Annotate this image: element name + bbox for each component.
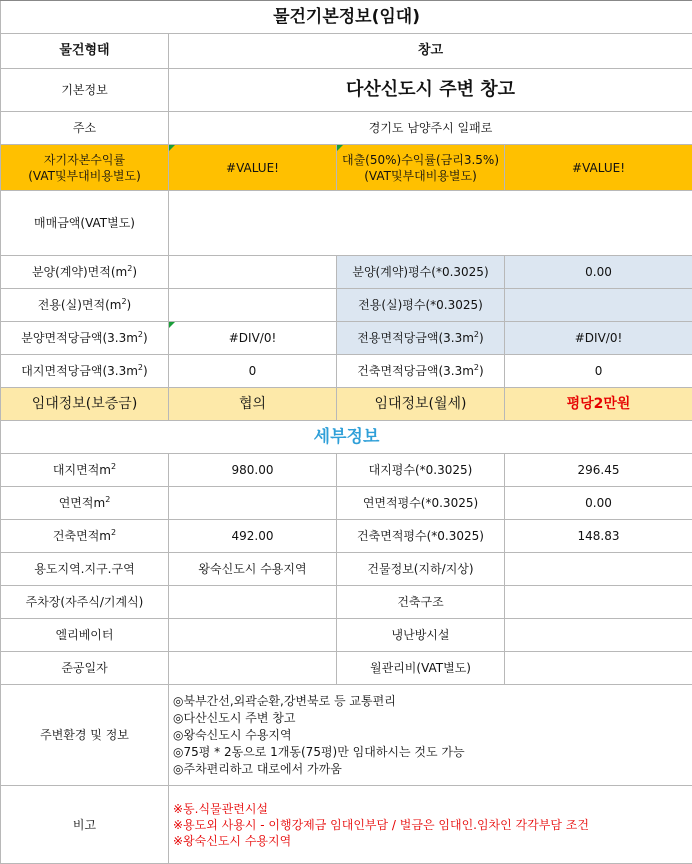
environment-row <box>1 685 692 786</box>
address-label: 주소 <box>1 112 169 145</box>
floor-area-value[interactable] <box>169 487 337 520</box>
elevator-row <box>1 619 692 652</box>
basic-label: 기본정보 <box>1 69 169 112</box>
environment-line: ◎다산신도시 주변 창고 <box>173 710 688 727</box>
exclusive-area-label-text: 전용(실)면적(m <box>38 298 122 312</box>
parking-label: 주차장(자주식/기계식) <box>1 586 169 619</box>
contract-pyeong-value[interactable]: 0.00 <box>505 256 692 289</box>
environment-label: 주변환경 및 정보 <box>1 685 169 786</box>
environment-line: ◎왕숙신도시 수용지역 <box>173 727 688 744</box>
monthly-rent-value[interactable]: 평당2만원 <box>505 388 692 421</box>
zoning-row <box>1 553 692 586</box>
bldg-pyeong-value[interactable]: 148.83 <box>505 520 692 553</box>
completion-label: 준공일자 <box>1 652 169 685</box>
floor-area-row <box>1 487 692 520</box>
remarks-line: ※왕숙신도시 수용지역 <box>173 833 688 849</box>
sale-price-row <box>1 191 692 256</box>
loan-profit-label-line1: 대출(50%)수익률(금리3.5%) <box>341 152 500 168</box>
own-profit-value[interactable]: #VALUE! <box>169 145 337 191</box>
address-row <box>1 112 692 145</box>
exclusive-pyeong-value[interactable] <box>505 289 692 322</box>
land-unit-row <box>1 355 692 388</box>
own-profit-label-line1: 자기자본수익률 <box>5 152 164 168</box>
exclusive-area-label: 전용(실)면적$(m^2)$ <box>1 289 169 322</box>
sale-unit-label-text: 분양면적당금액(3.3m <box>21 331 138 345</box>
sale-price-label: 매매금액(VAT별도) <box>1 191 169 256</box>
floor-pyeong-label: 연면적평수(*0.3025) <box>337 487 505 520</box>
exclusive-pyeong-label: 전용(실)평수(*0.3025) <box>337 289 505 322</box>
bldg-unit-label: 건축면적당금액$(3.3m^2)$ <box>337 355 505 388</box>
lease-row <box>1 388 692 421</box>
contract-area-row <box>1 256 692 289</box>
structure-value[interactable] <box>505 586 692 619</box>
own-profit-label-line2: (VAT및부대비용별도) <box>5 168 164 184</box>
zoning-value[interactable]: 왕숙신도시 수용지역 <box>169 553 337 586</box>
land-pyeong-value[interactable]: 296.45 <box>505 454 692 487</box>
bldg-area-row <box>1 520 692 553</box>
remarks-row <box>1 786 692 864</box>
address-value[interactable]: 경기도 남양주시 일패로 <box>169 112 692 145</box>
loan-profit-value[interactable]: #VALUE! <box>505 145 692 191</box>
basic-row <box>1 69 692 112</box>
basic-value[interactable]: 다산신도시 주변 창고 <box>169 69 692 112</box>
environment-line: ◎75평 * 2동으로 1개동(75평)만 임대하시는 것도 가능 <box>173 744 688 761</box>
own-profit-label <box>1 145 169 191</box>
type-row <box>1 34 692 69</box>
mgmt-fee-label: 월관리비(VAT별도) <box>337 652 505 685</box>
elevator-label: 엘리베이터 <box>1 619 169 652</box>
profit-row <box>1 145 692 191</box>
floor-area-label-text: 연면적m <box>59 496 105 510</box>
land-unit-label: 대지면적당금액$(3.3m^2)$ <box>1 355 169 388</box>
land-area-value[interactable]: 980.00 <box>169 454 337 487</box>
hvac-label: 냉난방시설 <box>337 619 505 652</box>
building-info-value[interactable] <box>505 553 692 586</box>
remarks-line: ※용도외 사용시 - 이행강제금 임대인부담 / 벌금은 임대인.임차인 각각부담 조건 <box>173 817 688 833</box>
environment-line: ◎주차편리하고 대로에서 가까움 <box>173 761 688 778</box>
unit-price-row <box>1 322 692 355</box>
land-pyeong-label: 대지평수(*0.3025) <box>337 454 505 487</box>
bldg-pyeong-label: 건축면적평수(*0.3025) <box>337 520 505 553</box>
deposit-value[interactable]: 협의 <box>169 388 337 421</box>
land-unit-value[interactable]: 0 <box>169 355 337 388</box>
land-area-label: 대지면적$m^2$ <box>1 454 169 487</box>
exclusive-area-value[interactable] <box>169 289 337 322</box>
sale-unit-label: 분양면적당금액$(3.3m^2)$ <box>1 322 169 355</box>
detail-title: 세부정보 <box>1 421 692 454</box>
environment-line: ◎북부간선,외곽순환,강변북로 등 교통편리 <box>173 693 688 710</box>
floor-pyeong-value[interactable]: 0.00 <box>505 487 692 520</box>
detail-title-row <box>1 421 692 454</box>
land-area-row <box>1 454 692 487</box>
environment-value[interactable] <box>169 685 692 786</box>
bldg-area-value[interactable]: 492.00 <box>169 520 337 553</box>
remarks-value[interactable] <box>169 786 692 864</box>
exclusive-area-row <box>1 289 692 322</box>
loan-profit-label <box>337 145 505 191</box>
type-label: 물건형태 <box>1 34 169 69</box>
sale-unit-value[interactable]: #DIV/0! <box>169 322 337 355</box>
contract-area-value[interactable] <box>169 256 337 289</box>
remarks-line: ※동.식물관련시설 <box>173 801 688 817</box>
land-unit-label-text: 대지면적당금액(3.3m <box>21 364 138 378</box>
sale-price-value[interactable] <box>169 191 692 256</box>
building-info-label: 건물정보(지하/지상) <box>337 553 505 586</box>
deposit-label: 임대정보(보증금) <box>1 388 169 421</box>
type-value[interactable]: 창고 <box>169 34 692 69</box>
loan-profit-label-line2: (VAT및부대비용별도) <box>341 168 500 184</box>
structure-label: 건축구조 <box>337 586 505 619</box>
floor-area-label: 연면적$m^2$ <box>1 487 169 520</box>
zoning-label: 용도지역.지구.구역 <box>1 553 169 586</box>
bldg-unit-label-text: 건축면적당금액(3.3m <box>357 364 474 378</box>
completion-row <box>1 652 692 685</box>
title-row <box>1 1 692 34</box>
parking-value[interactable] <box>169 586 337 619</box>
contract-area-label-text: 분양(계약)면적(m <box>32 265 127 279</box>
land-area-label-text: 대지면적m <box>53 463 111 477</box>
hvac-value[interactable] <box>505 619 692 652</box>
completion-value[interactable] <box>169 652 337 685</box>
sheet-title: 물건기본정보(임대) <box>1 1 692 34</box>
bldg-unit-value[interactable]: 0 <box>505 355 692 388</box>
parking-row <box>1 586 692 619</box>
mgmt-fee-value[interactable] <box>505 652 692 685</box>
contract-pyeong-label: 분양(계약)평수(*0.3025) <box>337 256 505 289</box>
monthly-rent-label: 임대정보(월세) <box>337 388 505 421</box>
excl-unit-value[interactable]: #DIV/0! <box>505 322 692 355</box>
excl-unit-label-text: 전용면적당금액(3.3m <box>357 331 474 345</box>
bldg-area-label: 건축면적$m^2$ <box>1 520 169 553</box>
elevator-value[interactable] <box>169 619 337 652</box>
remarks-label: 비고 <box>1 786 169 864</box>
contract-area-label: 분양(계약)면적$(m^2)$ <box>1 256 169 289</box>
excl-unit-label: 전용면적당금액$(3.3m^2)$ <box>337 322 505 355</box>
bldg-area-label-text: 건축면적m <box>53 529 111 543</box>
